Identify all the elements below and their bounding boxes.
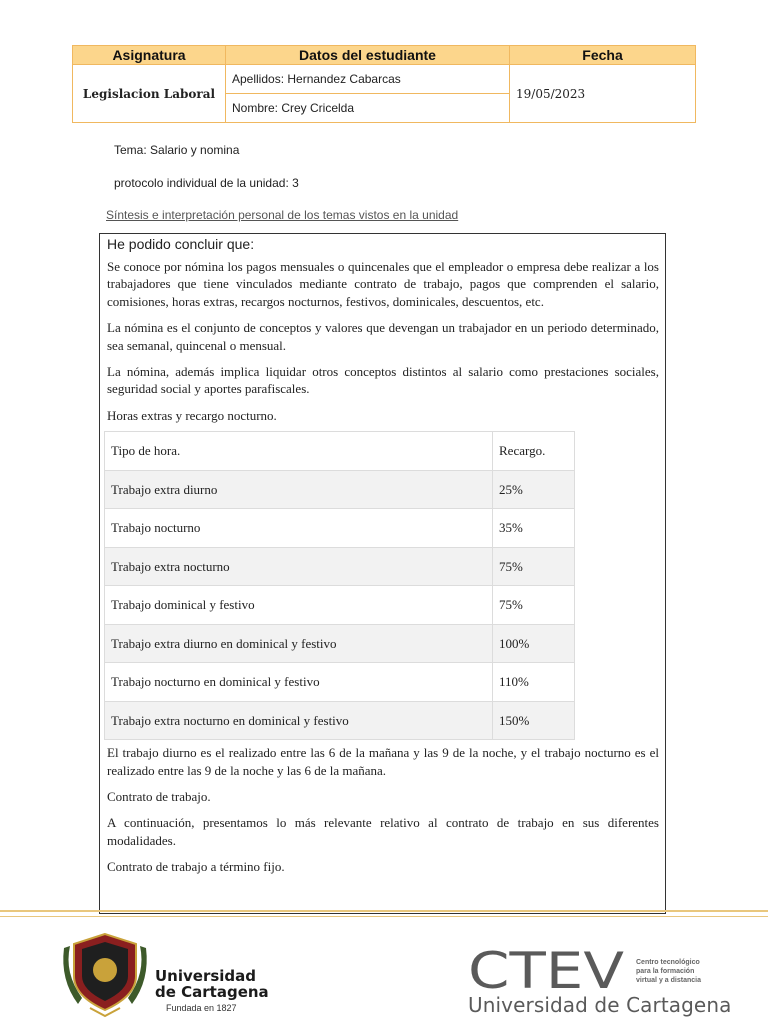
- section-title: Síntesis e interpretación personal de los temas vistos en la unidad: [106, 208, 459, 222]
- paragraph-7: A continuación, presentamos lo más relevante relativo al contrato de trabajo en sus diferentes modalidades.: [107, 815, 659, 848]
- table-row: [105, 432, 575, 471]
- footer-divider-thin: [0, 916, 768, 917]
- surnames-cell: Apellidos: Hernandez Cabarcas: [226, 65, 510, 94]
- table-row: [105, 509, 575, 548]
- table-row: [105, 663, 575, 702]
- table-cell-type: Trabajo extra nocturno en dominical y festivo: [105, 701, 493, 740]
- rates-table: [104, 431, 575, 740]
- university-founded: Fundada en 1827: [166, 1003, 237, 1013]
- table-header-surcharge: Recargo.: [493, 432, 575, 471]
- protocol-line: protocolo individual de la unidad: 3: [114, 176, 299, 190]
- paragraph-5: El trabajo diurno es el realizado entre las 6 de la mañana y las 9 de la noche, y el trabajo nocturno es el realizado entre las 9 de la noche y las 6 de la mañana.: [107, 745, 659, 778]
- paragraph-1: Se conoce por nómina los pagos mensuales o quincenales que el empleador o empresa debe realizar a los trabajadores que tiene vinculados mediante contrato de trabajo, pagos que comprenden el salario, comisiones, horas extras, recargos nocturnos, festivos, dominicales, descuentos, etc.: [107, 259, 659, 309]
- intro-text: He podido concluir que:: [107, 236, 255, 252]
- topic-line: Tema: Salario y nomina: [114, 143, 240, 157]
- paragraph-8: Contrato de trabajo a término fijo.: [107, 859, 285, 875]
- table-cell-rate: 150%: [493, 701, 575, 740]
- paragraph-6: Contrato de trabajo.: [107, 789, 211, 805]
- header-table: [72, 45, 696, 123]
- table-header-type: Tipo de hora.: [105, 432, 493, 471]
- table-row: [105, 547, 575, 586]
- ctev-logo: [468, 950, 628, 992]
- table-cell-rate: 25%: [493, 470, 575, 509]
- date-cell: 19/05/2023: [510, 65, 696, 123]
- table-cell-rate: 75%: [493, 547, 575, 586]
- paragraph-4: Horas extras y recargo nocturno.: [107, 407, 277, 423]
- table-cell-type: Trabajo nocturno: [105, 509, 493, 548]
- header-col-date: Fecha: [510, 46, 696, 65]
- paragraph-2: La nómina es el conjunto de conceptos y valores que devengan un trabajador en un periodo determinado, sea semanal, quincenal o mensual.: [107, 320, 659, 353]
- table-cell-rate: 110%: [493, 663, 575, 702]
- table-cell-type: Trabajo extra diurno en dominical y festivo: [105, 624, 493, 663]
- ctev-description: Centro tecnológico para la formación virtual y a distancia: [636, 959, 701, 984]
- paragraph-3: La nómina, además implica liquidar otros conceptos distintos al salario como prestaciones sociales, seguridad social y aportes parafiscales.: [107, 364, 659, 397]
- university-name: Universidad de Cartagena: [155, 967, 269, 1001]
- name-cell: Nombre: Crey Cricelda: [226, 94, 510, 123]
- table-row: [105, 701, 575, 740]
- table-cell-type: Trabajo dominical y festivo: [105, 586, 493, 625]
- table-cell-rate: 75%: [493, 586, 575, 625]
- table-row: [105, 586, 575, 625]
- table-cell-rate: 100%: [493, 624, 575, 663]
- header-col-student: Datos del estudiante: [226, 46, 510, 65]
- table-cell-rate: 35%: [493, 509, 575, 548]
- ctev-university: Universidad de Cartagena: [468, 993, 732, 1017]
- svg-text:CTEV: CTEV: [468, 950, 624, 992]
- table-cell-type: Trabajo extra diurno: [105, 470, 493, 509]
- university-crest-icon: [60, 928, 150, 1018]
- footer-divider: [0, 910, 768, 912]
- subject-cell: Legislacion Laboral: [73, 65, 226, 123]
- table-cell-type: Trabajo extra nocturno: [105, 547, 493, 586]
- content-box: [99, 233, 666, 914]
- table-cell-type: Trabajo nocturno en dominical y festivo: [105, 663, 493, 702]
- table-row: [105, 470, 575, 509]
- header-col-subject: Asignatura: [73, 46, 226, 65]
- table-row: [105, 624, 575, 663]
